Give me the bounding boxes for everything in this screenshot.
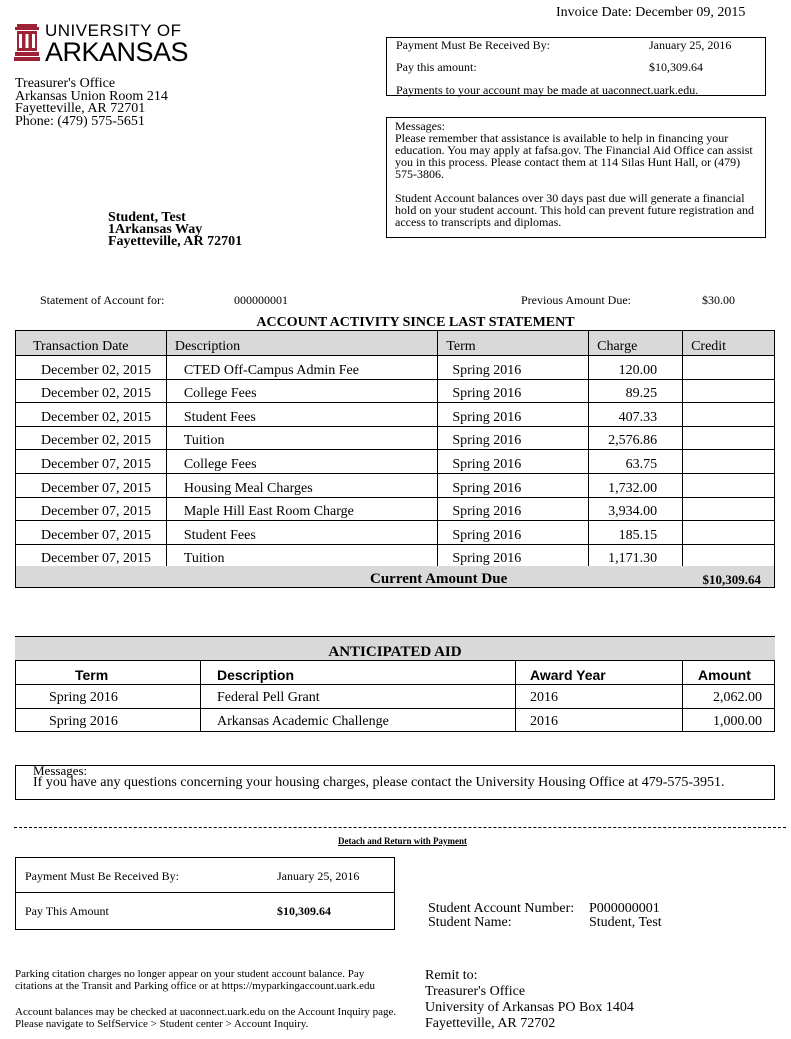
header-term: Term: [438, 331, 589, 356]
activity-table: [15, 330, 775, 568]
current-amount-due-bar: [15, 566, 775, 588]
payment-box: [386, 37, 766, 96]
row-term: Spring 2016: [438, 379, 589, 403]
row-transaction-date: December 07, 2015: [16, 450, 167, 474]
current-amount-due-label: Current Amount Due: [370, 571, 508, 587]
row-term: Spring 2016: [438, 403, 589, 427]
statement-account: 000000001: [234, 293, 288, 307]
row-transaction-date: December 07, 2015: [16, 544, 167, 568]
row-transaction-date: December 02, 2015: [16, 379, 167, 403]
remit-to-label: Remit to:: [425, 968, 478, 983]
remit-office: Treasurer's Office: [425, 984, 526, 999]
remit-city: Fayetteville, AR 72702: [425, 1016, 556, 1031]
row-credit: [683, 521, 775, 545]
statement-label: Statement of Account for:: [40, 293, 165, 307]
header-transaction-date: Transaction Date: [16, 331, 167, 356]
anticipated-aid-title: ANTICIPATED AID: [15, 637, 775, 660]
student-name-label: Student Name:: [428, 915, 512, 930]
university-seal-icon: [14, 22, 40, 62]
header-charge: Charge: [589, 331, 683, 356]
row-description: CTED Off-Campus Admin Fee: [166, 356, 438, 380]
activity-row: [16, 403, 775, 427]
row-charge: 185.15: [589, 521, 683, 545]
aid-header-divider: [15, 660, 775, 661]
row-transaction-date: December 02, 2015: [16, 403, 167, 427]
row-description: Student Fees: [166, 403, 438, 427]
aid-header-award-year: Award Year: [530, 667, 606, 683]
row-term: Spring 2016: [438, 426, 589, 450]
aid-row-divider-1: [15, 684, 775, 685]
row-transaction-date: December 07, 2015: [16, 521, 167, 545]
row-credit: [683, 544, 775, 568]
row-charge: 89.25: [589, 379, 683, 403]
student-name: Student, Test: [108, 210, 186, 225]
activity-title: ACCOUNT ACTIVITY SINCE LAST STATEMENT: [256, 315, 575, 330]
row-description: Maple Hill East Room Charge: [166, 497, 438, 521]
activity-row: [16, 379, 775, 403]
invoice-date: Invoice Date: December 09, 2015: [556, 5, 746, 20]
payment-amount-label: Pay this amount:: [396, 60, 477, 74]
header-credit: Credit: [683, 331, 775, 356]
office-street: Arkansas Union Room 214: [15, 88, 168, 104]
activity-row: [16, 473, 775, 497]
remit-po-box: University of Arkansas PO Box 1404: [425, 1000, 634, 1015]
activity-row: [16, 521, 775, 545]
parking-line-1: Parking citation charges no longer appear on your student account balance. Pay: [15, 968, 365, 980]
row-credit: [683, 426, 775, 450]
payment-due-date: January 25, 2016: [649, 38, 732, 52]
logo-text-arkansas: ARKANSAS: [45, 37, 189, 67]
row-credit: [683, 450, 775, 474]
student-street: 1Arkansas Way: [108, 222, 203, 237]
remit-amount-label: Pay This Amount: [25, 904, 109, 918]
balance-line-2: Please navigate to SelfService > Student center > Account Inquiry.: [15, 1018, 309, 1030]
row-term: Spring 2016: [438, 521, 589, 545]
messages-title: Messages:: [395, 119, 445, 133]
activity-row: [16, 426, 775, 450]
messages-housing-title: Messages:: [33, 763, 88, 778]
remit-due-label: Payment Must Be Received By:: [25, 869, 179, 883]
remit-address: [425, 968, 634, 1032]
row-term: Spring 2016: [438, 356, 589, 380]
row-charge: 120.00: [589, 356, 683, 380]
row-transaction-date: December 02, 2015: [16, 356, 167, 380]
row-description: Tuition: [166, 426, 438, 450]
office-phone: Phone: (479) 575-5651: [15, 113, 145, 129]
office-address: [15, 78, 168, 128]
activity-row: [16, 544, 775, 568]
messages-housing-box: [15, 765, 775, 800]
messages-box: [386, 117, 766, 238]
aid-col-divider-2: [515, 660, 516, 732]
row-charge: 3,934.00: [589, 497, 683, 521]
aid-row-award-year: 2016: [530, 690, 558, 705]
balance-line-1: Account balances may be checked at uaconnect.uark.edu on the Account Inquiry page.: [15, 1006, 397, 1018]
aid-header-term: Term: [75, 667, 109, 683]
remit-box-divider: [16, 892, 394, 893]
remit-amount: $10,309.64: [277, 904, 331, 918]
remit-due-date: January 25, 2016: [277, 869, 360, 883]
student-name-value: Student, Test: [589, 915, 662, 930]
row-transaction-date: December 02, 2015: [16, 426, 167, 450]
aid-row-amount: 1,000.00: [713, 714, 762, 729]
activity-row: [16, 497, 775, 521]
aid-row-description: Federal Pell Grant: [217, 690, 320, 705]
aid-row-term: Spring 2016: [49, 714, 118, 729]
header-description: Description: [166, 331, 438, 356]
parking-line-2: citations at the Transit and Parking office or at https://myparkingaccount.uark.edu: [15, 980, 375, 992]
row-charge: 63.75: [589, 450, 683, 474]
row-credit: [683, 473, 775, 497]
logo-text-university: UNIVERSITY OF: [45, 21, 182, 40]
previous-due-amount: $30.00: [702, 293, 735, 307]
row-charge: 407.33: [589, 403, 683, 427]
detach-line: [14, 827, 786, 828]
student-address: [108, 212, 242, 248]
row-credit: [683, 356, 775, 380]
payment-due-label: Payment Must Be Received By:: [396, 38, 550, 52]
student-city: Fayetteville, AR 72701: [108, 234, 243, 249]
activity-row: [16, 356, 775, 380]
messages-financial-aid: Please remember that assistance is available to help in financing your education. You may apply at fafsa.gov. The Financial Aid Office can assist you in this process. Please contact them at 114 Silas Hunt Hall, or (479) 575-3806.: [395, 131, 753, 181]
row-term: Spring 2016: [438, 450, 589, 474]
payment-note: Payments to your account may be made at uaconnect.uark.edu.: [396, 83, 699, 97]
balance-notice: [15, 1006, 396, 1030]
student-account-number: P000000001: [589, 901, 660, 916]
row-transaction-date: December 07, 2015: [16, 473, 167, 497]
row-description: Tuition: [166, 544, 438, 568]
row-charge: 1,171.30: [589, 544, 683, 568]
aid-col-divider-1: [200, 660, 201, 732]
row-credit: [683, 403, 775, 427]
aid-header-description: Description: [217, 667, 295, 683]
aid-col-divider-3: [682, 660, 683, 732]
student-account-number-label: Student Account Number:: [428, 901, 575, 916]
messages-past-due: Student Account balances over 30 days past due will generate a financial hold on your student account. This hold can prevent future registration and access to transcripts and diplomas.: [395, 191, 755, 229]
row-transaction-date: December 07, 2015: [16, 497, 167, 521]
row-description: Student Fees: [166, 521, 438, 545]
aid-row-divider-2: [15, 708, 775, 709]
office-city: Fayetteville, AR 72701: [15, 101, 146, 116]
previous-due-label: Previous Amount Due:: [521, 293, 631, 307]
row-charge: 1,732.00: [589, 473, 683, 497]
aid-row-term: Spring 2016: [49, 690, 118, 705]
aid-header-amount: Amount: [698, 667, 751, 683]
aid-row-award-year: 2016: [530, 714, 558, 729]
row-term: Spring 2016: [438, 544, 589, 568]
current-amount-due-value: $10,309.64: [702, 572, 761, 587]
detach-label: Detach and Return with Payment: [338, 836, 467, 846]
messages-housing-text: If you have any questions concerning your housing charges, please contact the University Housing Office at 479-575-3951.: [33, 775, 725, 790]
row-charge: 2,576.86: [589, 426, 683, 450]
remittance-payment-box: [15, 857, 395, 930]
row-credit: [683, 379, 775, 403]
row-description: College Fees: [166, 379, 438, 403]
row-description: Housing Meal Charges: [166, 473, 438, 497]
activity-header-row: [16, 331, 775, 356]
row-credit: [683, 497, 775, 521]
row-description: College Fees: [166, 450, 438, 474]
parking-notice: [15, 968, 375, 992]
payment-amount: $10,309.64: [649, 60, 703, 74]
office-name: Treasurer's Office: [15, 76, 116, 91]
activity-row: [16, 450, 775, 474]
row-term: Spring 2016: [438, 473, 589, 497]
aid-row-description: Arkansas Academic Challenge: [217, 714, 389, 729]
row-term: Spring 2016: [438, 497, 589, 521]
aid-row-amount: 2,062.00: [713, 690, 762, 705]
